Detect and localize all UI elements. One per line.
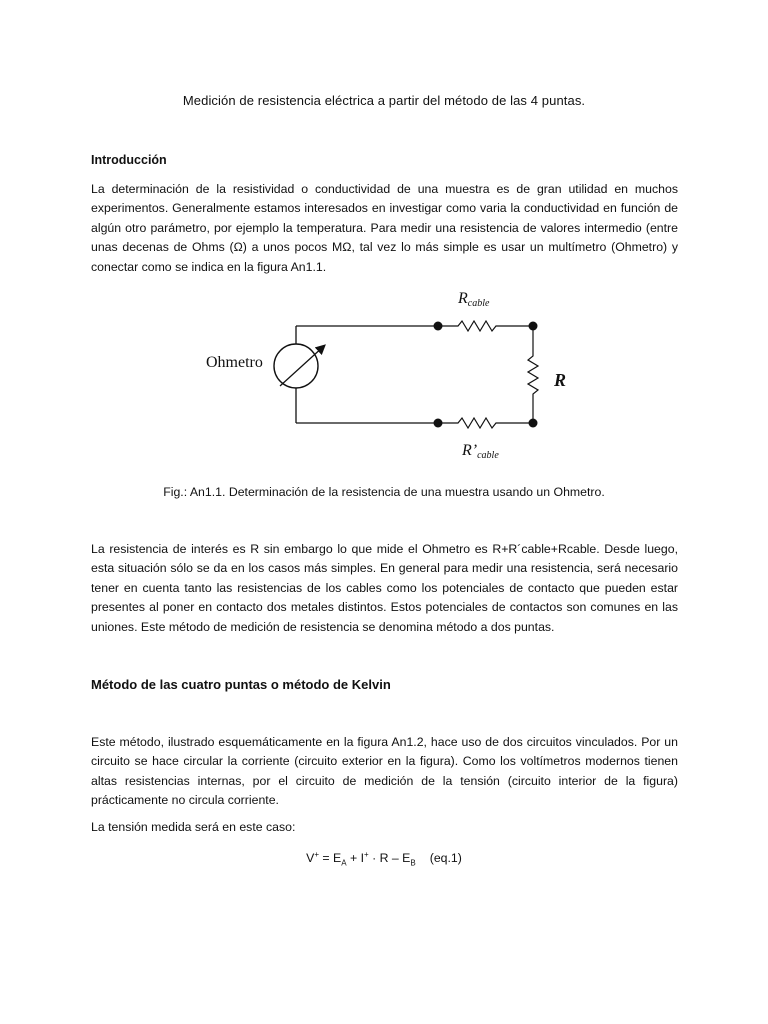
ohmetro-label: Ohmetro <box>206 354 263 371</box>
intro-paragraph: La determinación de la resistividad o conductividad de una muestra es de gran utilidad en muchos experimentos. Generalmente estamos interesados en investigar como varia la conductividad en función de algún otro parámetro, por ejemplo la temperatura. Para medir una resistencia de valores intermedio (entre unas decenas de Ohms (Ω) a unos pocos MΩ, tal vez lo más simple es usar un multímetro (Ohmetro) y conectar como se indica en la figura An1.1. <box>91 182 678 274</box>
intro-heading: Introducción <box>91 153 167 167</box>
r-label: R <box>554 370 567 390</box>
eq-v-sup: + <box>314 850 320 859</box>
eq-ea-sub: A <box>341 858 347 868</box>
r-prime-cable-resistor <box>438 418 533 428</box>
eq-v: V <box>306 851 315 866</box>
eq-plus-i: + I <box>346 851 365 866</box>
eq-label: (eq.1) <box>429 851 462 866</box>
sample-resistor <box>528 326 538 423</box>
eq-i-sup: + <box>364 850 369 859</box>
r-cable-main: R <box>458 290 468 307</box>
r-cable-label <box>457 290 490 309</box>
figure-caption: Fig.: An1.1. Determinación de la resistencia de una muestra usando un Ohmetro. <box>163 485 605 499</box>
kelvin-heading: Método de las cuatro puntas o método de Kelvin <box>91 677 391 692</box>
eq-equals-e: = E <box>319 851 342 866</box>
two-point-paragraph: La resistencia de interés es R sin embargo lo que mide el Ohmetro es R+R´cable+Rcable. Desde luego, esta situación sólo se da en los casos más simples. En general para medir una resistencia, será necesario tener en cuenta tanto las resistencias de los cables como los potenciales de contacto que pueden estar presentes al poner en contacto dos metales distintos. Estos potenciales de contactos son comunes en las uniones. Este método de medición de resistencia se denomina método a dos puntas. <box>91 542 678 634</box>
circuit-diagram <box>200 286 580 470</box>
r-cable-resistor <box>438 321 533 331</box>
r-cable-sub: cable <box>467 298 490 309</box>
document-title: Medición de resistencia eléctrica a partir del método de las 4 puntas. <box>182 93 586 108</box>
tension-line: La tensión medida será en este caso: <box>91 820 296 834</box>
equation-1 <box>0 850 768 868</box>
kelvin-paragraph: Este método, ilustrado esquemáticamente en la figura An1.2, hace uso de dos circuitos vinculados. Por un circuito se hace circular la corriente (circuito exterior en la figura). Como los voltímetros modernos tienen altas resistencias internas, por el circuito de medición de la tensión (circuito interior de la figura) prácticamente no circula corriente. <box>91 735 678 808</box>
eq-eb-sub: B <box>410 858 416 868</box>
eq-rest: · R – E <box>368 851 411 866</box>
ohmmeter-symbol <box>274 344 318 388</box>
r-prime-cable-main: R’ <box>462 442 478 459</box>
r-prime-cable-label <box>461 442 499 461</box>
ohmmeter-circuit-figure <box>200 286 580 470</box>
r-prime-cable-sub: cable <box>477 450 499 461</box>
